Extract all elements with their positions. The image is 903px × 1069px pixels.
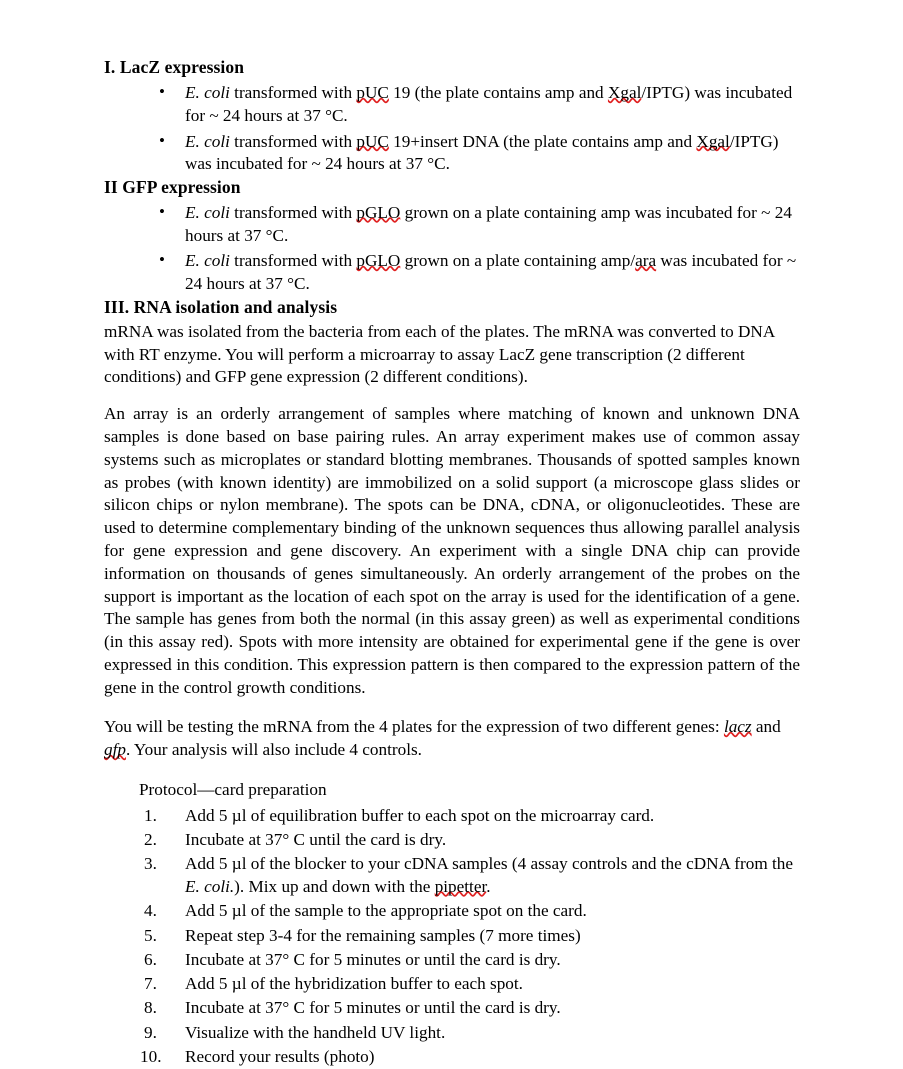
step-text: Incubate at 37° C for 5 minutes or until the card is dry. bbox=[185, 998, 561, 1018]
step-number: 5. bbox=[144, 925, 157, 945]
step-number: 1. bbox=[144, 805, 157, 825]
list-item: • E. coli transformed with pUC 19 (the plate contains amp and Xgal/IPTG) was incubated for ~ 24 hours at 37 °C. bbox=[104, 82, 800, 127]
section-heading-rna: III. RNA isolation and analysis bbox=[104, 296, 338, 317]
step-text: Incubate at 37° C until the card is dry. bbox=[185, 829, 447, 849]
genes-text-part-1: You will be testing the mRNA from the 4 plates for the expression of two different genes: bbox=[104, 717, 724, 737]
rna-paragraph-2: An array is an orderly arrangement of samples where matching of known and unknown DNA samples is done based on base pairing rules. An array experiment makes use of common assay systems such as microplates or standard blotting membranes. Thousands of spotted samples known as probes (with known identity) are immobilized on a solid support (a microscope glass slides or silicon chips or nylon membrane). The spots can be DNA, cDNA, or oligonucleotides. These are used to determine complementary binding of the unknown sequences thus allowing parallel analysis for gene expression and gene discovery. An experiment with a single DNA chip can provide information on thousands of genes simultaneously. An orderly arrangement of the probes on the support is important as the location of each spot on the array is used for the identification of a gene. The sample has genes from both the normal (in this assay green) as well as experimental conditions (in this assay red). Spots with more intensity are obtained for experimental gene if the gene is over expressed in this condition. This expression pattern is then compared to the expression pattern of the gene in the control growth conditions. bbox=[104, 404, 800, 697]
step-text: Add 5 µl of the sample to the appropriate spot on the card. bbox=[185, 901, 587, 921]
step-text: Repeat step 3-4 for the remaining samples (7 more times) bbox=[185, 925, 581, 945]
list-item bbox=[104, 973, 800, 996]
protocol-step-list bbox=[104, 805, 800, 1069]
list-item bbox=[104, 1022, 800, 1045]
gene-name-lacz: lacz bbox=[723, 717, 752, 737]
step-text: Incubate at 37° C for 5 minutes or until the card is dry. bbox=[185, 949, 561, 969]
list-item bbox=[104, 997, 800, 1020]
list-item bbox=[104, 1046, 800, 1069]
step-text: Add 5 µl of the hybridization buffer to each spot. bbox=[185, 974, 523, 994]
step-text: Record your results (photo) bbox=[185, 1046, 375, 1066]
step-number: 9. bbox=[144, 1022, 157, 1042]
step-number: 2. bbox=[144, 829, 157, 849]
step-number: 6. bbox=[144, 949, 157, 969]
step-text: Add 5 µl of the blocker to your cDNA samples (4 assay controls and the cDNA from the E. coli.). Mix up and down with the pipetter. bbox=[185, 854, 793, 897]
section-heading-gfp: II GFP expression bbox=[104, 176, 241, 197]
step-number: 4. bbox=[144, 901, 157, 921]
genes-paragraph bbox=[104, 716, 800, 762]
list-item: • E. coli transformed with pGLO grown on a plate containing amp was incubated for ~ 24 hours at 37 °C. bbox=[104, 202, 800, 247]
list-item bbox=[104, 853, 800, 899]
step-number: 10. bbox=[140, 1046, 162, 1066]
step-number: 8. bbox=[144, 998, 157, 1018]
gene-name-gfp: gfp bbox=[104, 740, 126, 760]
list-item bbox=[104, 900, 800, 923]
list-item: • E. coli transformed with pGLO grown on a plate containing amp/ara was incubated for ~ 24 hours at 37 °C. bbox=[104, 250, 800, 295]
list-item bbox=[104, 949, 800, 972]
section-heading-lacz: I. LacZ expression bbox=[104, 57, 245, 77]
step-text: Visualize with the handheld UV light. bbox=[185, 1022, 446, 1042]
list-item bbox=[104, 829, 800, 852]
document-content bbox=[104, 56, 800, 1069]
genes-text-part-3: . Your analysis will also include 4 controls. bbox=[125, 740, 422, 760]
step-text: Add 5 µl of equilibration buffer to each spot on the microarray card. bbox=[185, 805, 655, 825]
bullet-list-lacz bbox=[104, 82, 800, 176]
step-number: 3. bbox=[144, 854, 157, 874]
step-number: 7. bbox=[144, 974, 157, 994]
genes-text-part-2: and bbox=[751, 717, 781, 737]
rna-paragraph-1: mRNA was isolated from the bacteria from each of the plates. The mRNA was converted to DNA with RT enzyme. You will perform a microarray to assay LacZ gene transcription (2 different conditions) and GFP gene expression (2 different conditions). bbox=[104, 321, 775, 387]
list-item bbox=[104, 925, 800, 948]
bullet-list-gfp bbox=[104, 202, 800, 296]
protocol-title: Protocol—card preparation bbox=[139, 779, 327, 799]
list-item bbox=[104, 805, 800, 828]
list-item: • E. coli transformed with pUC 19+insert DNA (the plate contains amp and Xgal/IPTG) was incubated for ~ 24 hours at 37 °C. bbox=[104, 131, 800, 176]
